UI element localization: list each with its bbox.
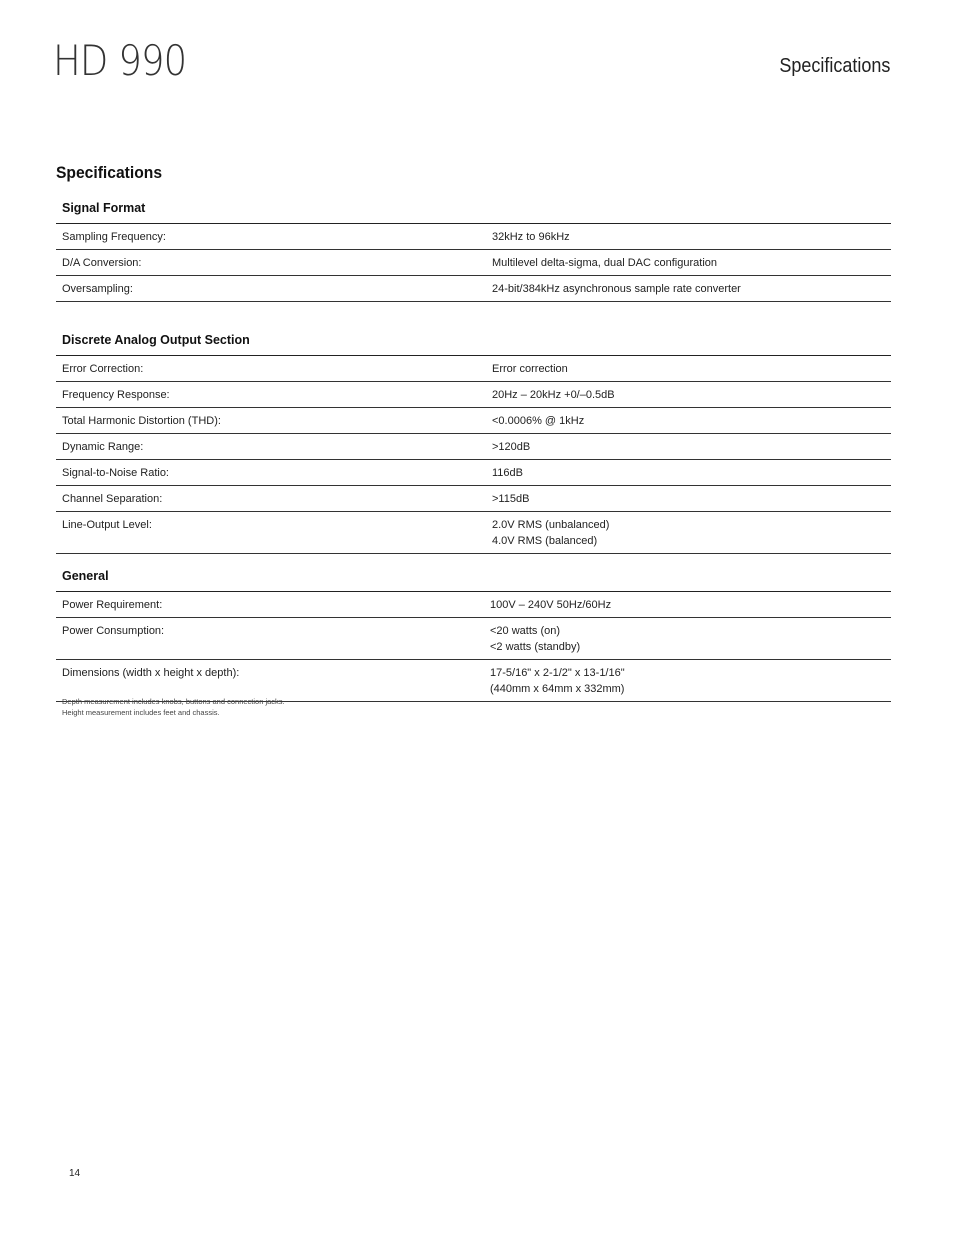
spec-value-line: 17-5/16" x 2-1/2" x 13-1/16" — [490, 667, 625, 679]
table-row — [56, 382, 891, 408]
spec-value — [484, 618, 891, 660]
spec-value: 116dB — [486, 460, 891, 486]
spec-value-line: 4.0V RMS (balanced) — [492, 535, 598, 547]
spec-value — [484, 660, 891, 702]
spec-label: Error Correction: — [56, 356, 486, 382]
page-number: 14 — [69, 1168, 81, 1179]
page-title: Specifications — [56, 163, 163, 182]
spec-label: Power Requirement: — [56, 592, 484, 618]
spec-table — [56, 224, 891, 302]
section-heading: Signal Format — [56, 199, 891, 224]
footnote — [62, 696, 285, 718]
table-row — [56, 460, 891, 486]
table-row — [56, 408, 891, 434]
spec-value: Error correction — [486, 356, 891, 382]
spec-value: Multilevel delta-sigma, dual DAC configuration — [486, 250, 891, 276]
table-row — [56, 618, 891, 660]
table-row — [56, 486, 891, 512]
table-row — [56, 356, 891, 382]
spec-label: Oversampling: — [56, 276, 486, 302]
footnote-line: Height measurement includes feet and chassis. — [62, 708, 220, 717]
spec-value: <0.0006% @ 1kHz — [486, 408, 891, 434]
spec-label: Sampling Frequency: — [56, 224, 486, 250]
spec-value-line: <2 watts (standby) — [490, 641, 581, 653]
table-row — [56, 434, 891, 460]
spec-value: 24-bit/384kHz asynchronous sample rate converter — [486, 276, 891, 302]
spec-value-line: (440mm x 64mm x 332mm) — [490, 683, 625, 695]
table-row — [56, 512, 891, 554]
spec-value: >115dB — [486, 486, 891, 512]
spec-value: 32kHz to 96kHz — [486, 224, 891, 250]
spec-table — [56, 592, 891, 702]
general-section — [56, 567, 891, 702]
section-heading: General — [56, 567, 891, 592]
table-row — [56, 276, 891, 302]
spec-value: >120dB — [486, 434, 891, 460]
spec-value-line: <20 watts (on) — [490, 625, 561, 637]
spec-label: Dynamic Range: — [56, 434, 486, 460]
spec-label: Signal-to-Noise Ratio: — [56, 460, 486, 486]
model-name: HD 990 — [53, 36, 187, 85]
spec-value — [486, 512, 891, 554]
analog-output-section — [56, 331, 891, 554]
spec-label: Dimensions (width x height x depth): — [56, 660, 484, 702]
spec-label: Channel Separation: — [56, 486, 486, 512]
spec-label: Power Consumption: — [56, 618, 484, 660]
table-row — [56, 224, 891, 250]
signal-format-section — [56, 199, 891, 302]
section-heading: Discrete Analog Output Section — [56, 331, 891, 356]
spec-value: 20Hz – 20kHz +0/–0.5dB — [486, 382, 891, 408]
spec-value-line: 2.0V RMS (unbalanced) — [492, 519, 610, 531]
spec-label: D/A Conversion: — [56, 250, 486, 276]
spec-label: Frequency Response: — [56, 382, 486, 408]
spec-table — [56, 356, 891, 554]
header-section-title: Specifications — [778, 55, 890, 77]
spec-label: Total Harmonic Distortion (THD): — [56, 408, 486, 434]
table-row — [56, 592, 891, 618]
spec-label: Line-Output Level: — [56, 512, 486, 554]
footnote-line: Depth measurement includes knobs, buttons and connection jacks. — [62, 697, 285, 706]
spec-value: 100V – 240V 50Hz/60Hz — [484, 592, 891, 618]
table-row — [56, 250, 891, 276]
